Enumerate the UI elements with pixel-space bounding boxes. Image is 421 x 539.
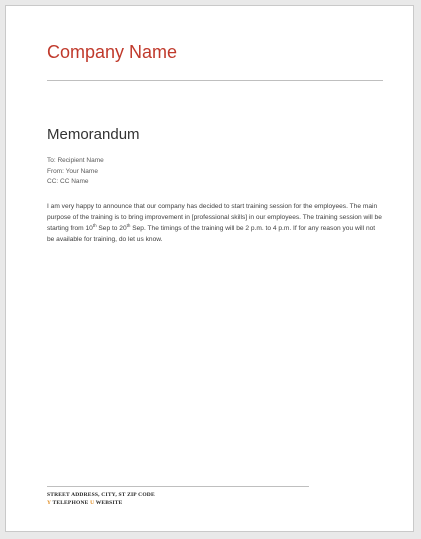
footer-contact	[47, 500, 155, 508]
memo-header	[47, 156, 104, 188]
ordinal-suffix-1: th	[92, 222, 97, 228]
company-name: Company Name	[47, 42, 178, 62]
document-page	[5, 5, 414, 532]
footer-separator-2: U	[90, 499, 95, 506]
footer-address: STREET ADDRESS, CITY, ST ZIP CODE	[47, 492, 155, 498]
ordinal-suffix-2: th	[126, 222, 131, 228]
footer-divider	[47, 486, 309, 487]
body-part-3: Sep. The timings of the training will be 2 p.m. to 4 p.m. If for any reason you will not be available for training, do let us know.	[47, 225, 376, 243]
footer-telephone: TELEPHONE	[52, 499, 89, 506]
body-part-2: Sep to 20	[96, 225, 127, 232]
to-line: To: Recipient Name	[47, 157, 104, 164]
body-part-1: I am very happy to announce that our company has decided to start training session for the employees. The main purpose of the training is to bring improvement in [professional skills] in our employees. The training session will be starting from 10	[47, 203, 382, 232]
footer	[47, 492, 155, 507]
memo-title: Memorandum	[47, 126, 140, 143]
header-divider	[47, 80, 383, 81]
footer-website: WEBSITE	[95, 499, 123, 506]
cc-line: CC: CC Name	[47, 178, 89, 185]
footer-separator-1: Y	[47, 499, 51, 506]
from-line: From: Your Name	[47, 167, 98, 175]
memo-body	[47, 201, 382, 245]
